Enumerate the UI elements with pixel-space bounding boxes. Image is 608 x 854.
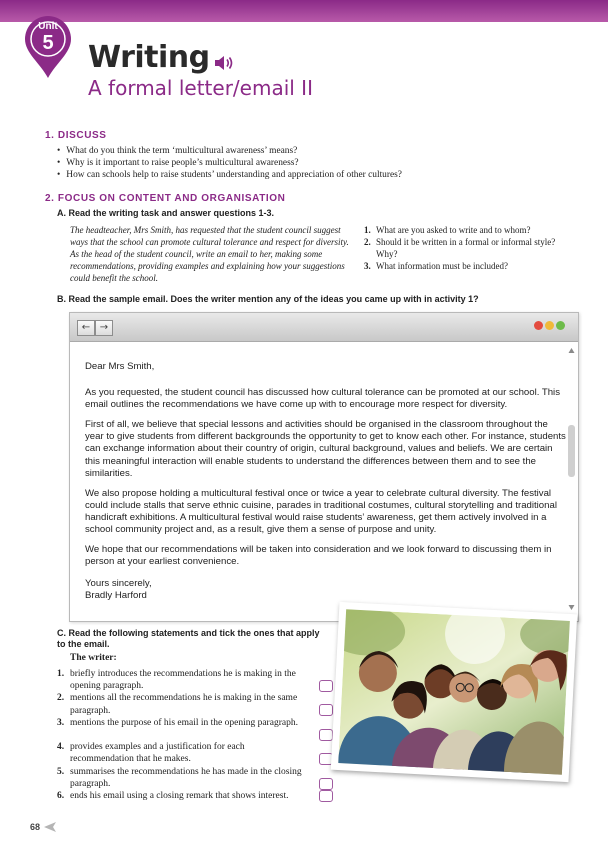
page-title: Writing — [88, 40, 210, 75]
scrollbar-thumb[interactable] — [568, 425, 575, 477]
list-item: • What do you think the term ‘multicultural awareness’ means? — [57, 145, 402, 157]
tick-checkbox[interactable] — [319, 778, 333, 790]
task-questions — [364, 224, 564, 272]
forward-arrow-icon[interactable]: → — [95, 320, 113, 336]
back-arrow-icon[interactable]: ← — [77, 320, 95, 336]
list-item: 6. ends his email using a closing remark that shows interest. — [57, 790, 337, 803]
list-item: 1. briefly introduces the recommendations he is making in the opening paragraph. — [57, 668, 337, 692]
email-paragraph: First of all, we believe that special lessons and activities should be organised in the classroom throughout the year to give students from different backgrounds the opportunity to get to know each other. For instance, students can exchange information about their country of origin, cultural background, values and beliefs. We are certain this meaningful interaction will enable students to understand the differences between them and to see the similarities. — [85, 419, 566, 479]
email-body — [85, 361, 567, 603]
top-banner — [0, 0, 608, 22]
page-number: 68 — [30, 822, 41, 832]
email-browser-window — [69, 312, 579, 622]
email-paragraph: As you requested, the student council has discussed how cultural tolerance can be promoted at our school. This email outlines the recommendations we have come up with to encourage more respect for diversity. — [85, 387, 560, 411]
group-photo-image — [338, 609, 570, 775]
email-paragraph: We hope that our recommendations will be taken into consideration and we look forward to discussing them in person at your earliest convenience. — [85, 544, 552, 568]
list-item: 3. mentions the purpose of his email in the opening paragraph. — [57, 717, 337, 741]
discuss-bullets — [57, 145, 402, 181]
activity-b-heading: B. Read the sample email. Does the writer mention any of the ideas you came up with in activity 1? — [57, 294, 479, 304]
maximize-dot-icon[interactable] — [556, 321, 565, 330]
page-subtitle: A formal letter/email II — [88, 76, 313, 100]
tick-checkbox[interactable] — [319, 680, 333, 692]
audio-speaker-icon[interactable] — [214, 55, 234, 71]
unit-label — [24, 22, 72, 53]
list-item: 5. summarises the recommendations he has made in the closing paragraph. — [57, 766, 337, 790]
list-item: 4. provides examples and a justification for each recommendation that he makes. — [57, 741, 337, 765]
list-item: 2. Should it be written in a formal or informal style? Why? — [364, 237, 556, 259]
minimize-dot-icon[interactable] — [545, 321, 554, 330]
list-item: 3. What information must be included? — [364, 261, 508, 271]
email-paragraph: We also propose holding a multicultural festival once or twice a year to celebrate cultural diversity. The festival could include stalls that serve ethnic cuisine, parades in traditional costumes, cultural storytelling and traditional handicraft exhibitions. A multicultural festival would raise students’ awareness, get them actively involved in a school community project and, as a result, give them a sense of purpose and unity. — [85, 487, 557, 536]
close-dot-icon[interactable] — [534, 321, 543, 330]
unit-number: 5 — [42, 32, 54, 54]
list-item: • Why is it important to raise people’s multicultural awareness? — [57, 157, 402, 169]
tick-checkbox[interactable] — [319, 729, 333, 741]
tick-checkbox[interactable] — [319, 790, 333, 802]
activity-c-heading: C. Read the following statements and tick the ones that apply to the email. — [57, 628, 320, 649]
writing-task: The headteacher, Mrs Smith, has requested that the student council suggest ways that the school can promote cultural tolerance and respect for diversity. As the head of the student council, write an email to her, making some recommendations, providing examples and explaining how your suggestions could benefit the school. — [70, 225, 349, 283]
unit-word: Unit — [38, 21, 58, 32]
email-closing: Yours sincerely, — [85, 578, 152, 590]
statement-list — [57, 668, 337, 803]
browser-toolbar — [70, 313, 578, 342]
list-item: 2. mentions all the recommendations he is making in the same paragraph. — [57, 692, 337, 716]
page-arrow-icon — [44, 822, 56, 832]
section-discuss-heading: 1. DISCUSS — [45, 130, 107, 141]
tick-checkbox[interactable] — [319, 704, 333, 716]
list-item: 1. What are you asked to write and to whom? — [364, 225, 531, 235]
section-focus-heading: 2. FOCUS ON CONTENT AND ORGANISATION — [45, 193, 286, 204]
email-signature: Bradly Harford — [85, 590, 147, 602]
activity-a-heading: A. Read the writing task and answer questions 1-3. — [57, 208, 275, 218]
writer-label: The writer: — [70, 653, 117, 663]
list-item: • How can schools help to raise students’ understanding and appreciation of other cultures? — [57, 169, 402, 181]
scrollbar[interactable] — [568, 347, 575, 611]
email-greeting: Dear Mrs Smith, — [85, 361, 155, 372]
photo-frame — [331, 602, 577, 782]
